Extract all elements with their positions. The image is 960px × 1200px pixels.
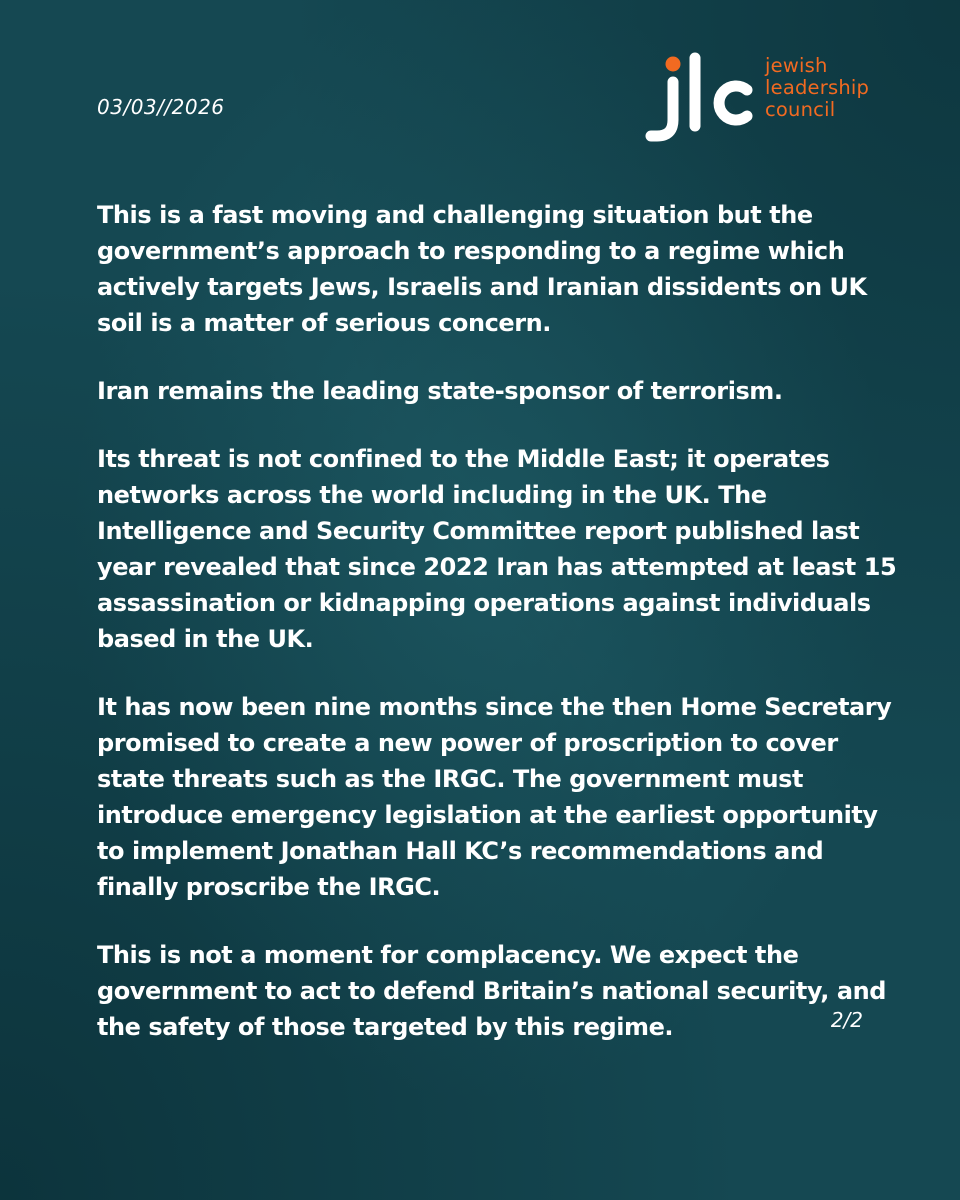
- statement-date: 03/03//2026: [97, 95, 225, 119]
- logo-word-council: council: [765, 98, 836, 121]
- jlc-logo: [640, 52, 870, 144]
- statement-body: [97, 197, 897, 1077]
- paragraph-5: This is not a moment for complacency. We expect the government to act to defend Britain’s national security, and the safety of those targeted by this regime.: [97, 941, 886, 1041]
- paragraph-3: Its threat is not confined to the Middle East; it operates networks across the world including in the UK. The Intelligence and Security Committee report published last year revealed that since 2022 Iran has attempted at least 15 assassination or kidnapping operations against individuals based in the UK.: [97, 445, 897, 653]
- logo-wordmark: [765, 55, 869, 121]
- paragraph-2: Iran remains the leading state-sponsor of terrorism.: [97, 377, 783, 405]
- page-number: 2/2: [830, 1008, 863, 1032]
- jlc-logo-mark: [640, 52, 760, 144]
- logo-word-leadership: leadership: [765, 76, 870, 99]
- paragraph-1: This is a fast moving and challenging situation but the government’s approach to responding to a regime which actively targets Jews, Israelis and Iranian dissidents on UK soil is a matter of serious concern.: [97, 201, 867, 337]
- paragraph-4: It has now been nine months since the then Home Secretary promised to create a new power of proscription to cover state threats such as the IRGC. The government must introduce emergency legislation at the earliest opportunity to implement Jonathan Hall KC’s recommendations and finally proscribe the IRGC.: [97, 693, 892, 901]
- logo-word-jewish: jewish: [765, 54, 828, 77]
